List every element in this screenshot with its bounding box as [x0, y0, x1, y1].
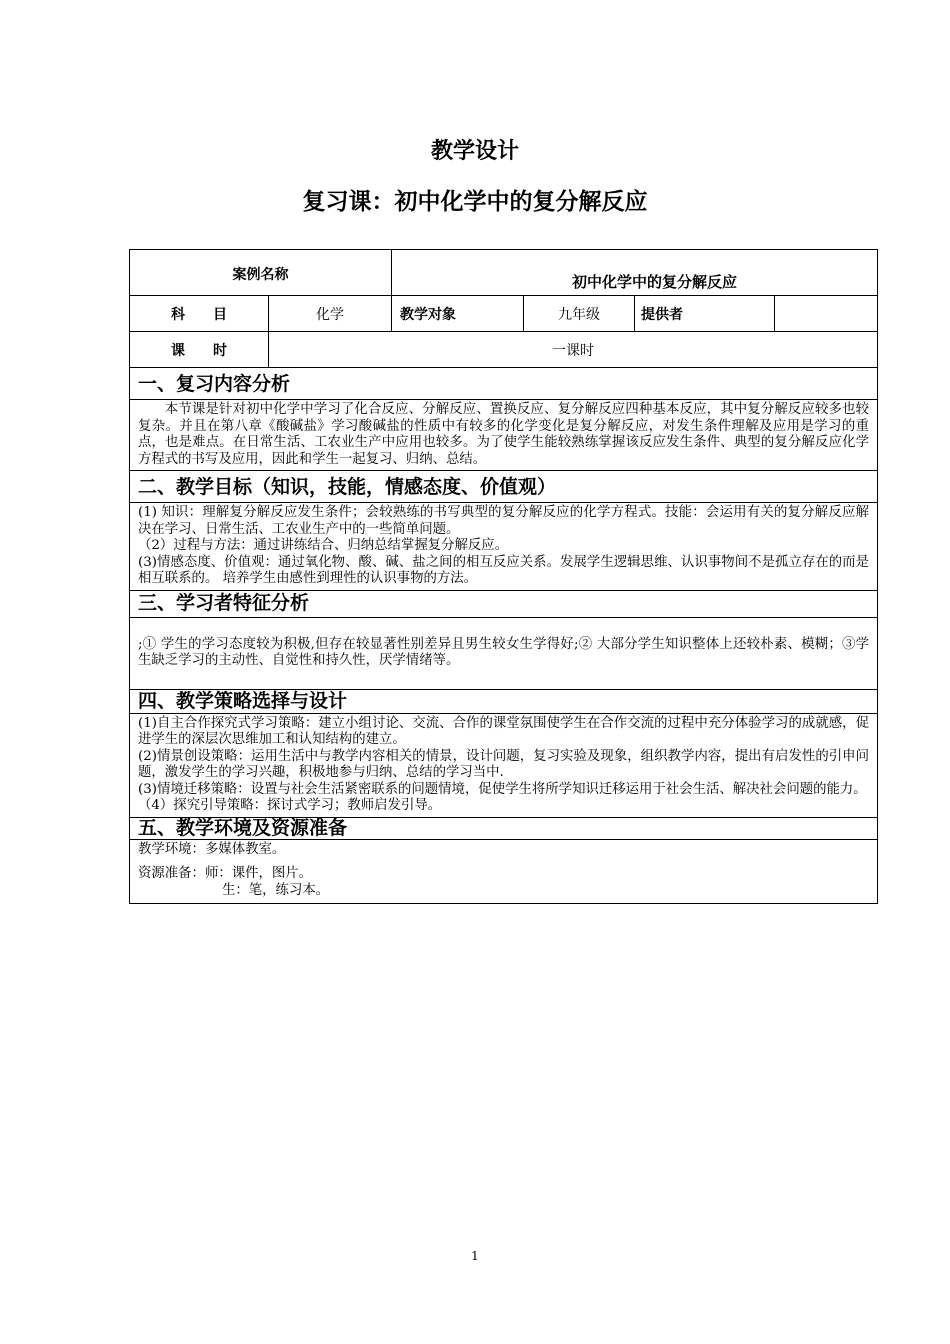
- subject-label: 科 目: [130, 296, 269, 332]
- objective-knowledge: (1) 知识：理解复分解反应发生条件；会较熟练的书写典型的复分解反应的化学方程式。技能：会运用有关的复分解反应解决在学习、日常生活、工农业生产中的一些简单问题。: [138, 505, 870, 537]
- section-1-body: [130, 400, 878, 471]
- period-value: 一课时: [269, 332, 878, 368]
- section-2-body: [130, 503, 878, 591]
- period-row: [130, 332, 878, 368]
- objective-attitude: (3)情感态度、价值观：通过氧化物、酸、碱、盐之间的相互反应关系。发展学生逻辑思维、认识事物间不是孤立存在的而是相互联系的。 培养学生由感性到理性的认识事物的方法。: [138, 554, 870, 586]
- subject-value: 化学: [269, 296, 392, 332]
- section-1-text: 本节课是针对初中化学中学习了化合反应、分解反应、置换反应、复分解反应四种基本反应，其中复分解反应较多也较复杂。并且在第八章《酸碱盐》学习酸碱盐的性质中有较多的化学变化是复分解反应，对发生条件理解及应用是学习的重点，也是难点。在日常生活、工农业生产中应用也较多。为了使学生能较熟练掌握该反应发生条件、典型的复分解反应化学方程式的书写及应用，因此和学生一起复习、归纳、总结。: [138, 402, 870, 467]
- lesson-plan-table: [129, 249, 878, 904]
- section-4-heading: 四、教学策略选择与设计: [130, 689, 878, 713]
- audience-value: 九年级: [524, 296, 635, 332]
- case-name-value: 初中化学中的复分解反应: [392, 250, 878, 296]
- strategy-3: (3)情境迁移策略：设置与社会生活紧密联系的问题情境，促使学生将所学知识迁移运用于社会生活、解决社会问题的能力。: [138, 781, 867, 797]
- section-3-body: [130, 617, 878, 689]
- resources-teacher: 资源准备：师：课件，图片。: [138, 866, 313, 881]
- strategy-1: (1)自主合作探究式学习策略：建立小组讨论、交流、合作的课堂氛围使学生在合作交流的过程中充分体验学习的成就感，促进学生的深层次思维加工和认知结构的建立。: [138, 715, 870, 747]
- section-5-body: [130, 839, 878, 904]
- provider-label: 提供者: [635, 296, 775, 332]
- environment-text: 教学环境：多媒体教室。: [138, 841, 286, 857]
- subject-row: [130, 296, 878, 332]
- page-number: 1: [471, 1249, 479, 1263]
- strategy-4: （4）探究引导策略：探讨式学习；教师启发引导。: [138, 798, 442, 813]
- case-row: [130, 250, 878, 296]
- case-name-label: 案例名称: [130, 250, 392, 296]
- section-5-heading: 五、教学环境及资源准备: [130, 817, 878, 839]
- section-4-body: [130, 713, 878, 817]
- provider-value: [775, 296, 878, 332]
- period-label: 课 时: [130, 332, 269, 368]
- section-3-heading: 三、学习者特征分析: [130, 590, 878, 617]
- strategy-2: (2)情景创设策略：运用生活中与教学内容相关的情景，设计问题，复习实验及现象，组织教学内容，提出有启发性的引申问题，激发学生的学习兴趣，积极地参与归纳、总结的学习当中.: [138, 748, 870, 780]
- learner-analysis-text: ;① 学生的学习态度较为积极,但存在较显著性别差异且男生较女生学得好;② 大部分学生知识整体上还较朴素、模糊；③学生缺乏学习的主动性、自觉性和持久性，厌学情绪等。: [138, 636, 870, 668]
- audience-label: 教学对象: [392, 296, 524, 332]
- document-subtitle: 复习课：初中化学中的复分解反应: [302, 189, 648, 215]
- section-1-heading: 一、复习内容分析: [130, 368, 878, 400]
- document-title: 教学设计: [430, 139, 519, 164]
- resources-student: 生：笔，练习本。: [222, 882, 330, 898]
- objective-process: （2）过程与方法：通过讲练结合、归纳总结掌握复分解反应。: [138, 538, 509, 553]
- section-2-heading: 二、教学目标（知识，技能，情感态度、价值观）: [130, 471, 878, 503]
